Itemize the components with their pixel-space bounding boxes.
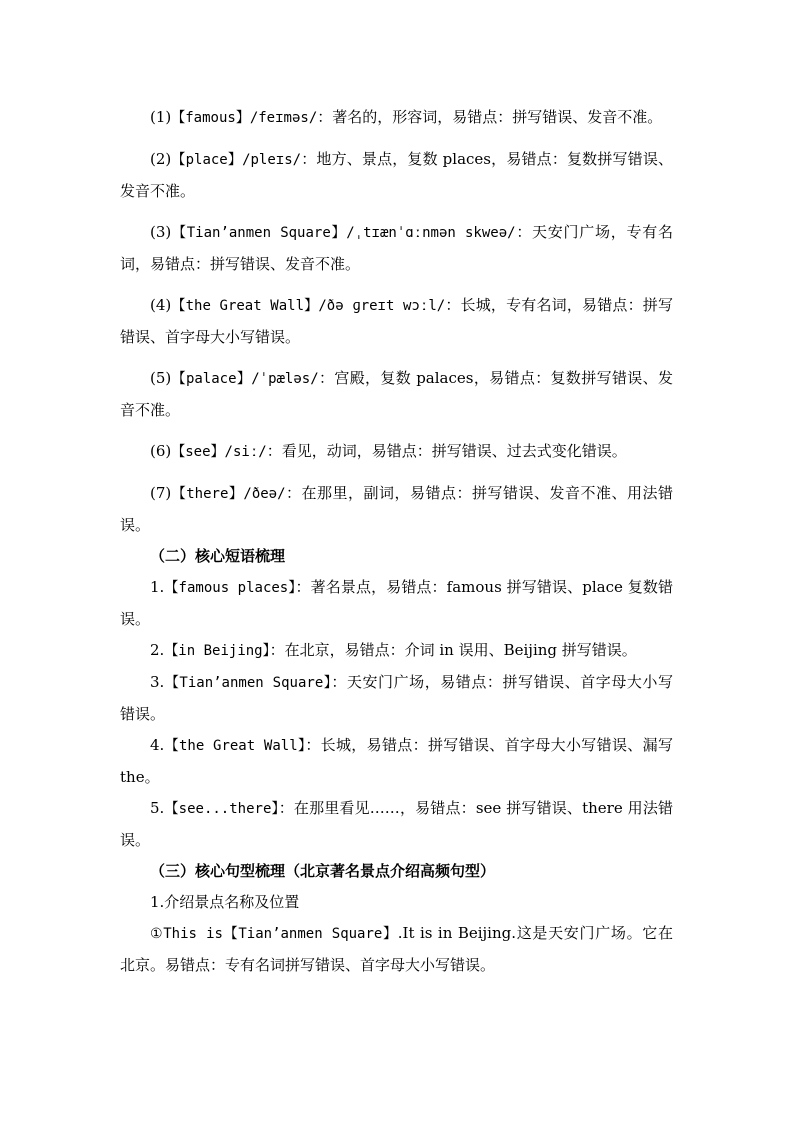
- sentence-example: [120, 918, 673, 981]
- phrase-item-4: [120, 730, 673, 793]
- item-number: 3.: [150, 673, 165, 691]
- item-number: 2.: [150, 641, 165, 659]
- item-number: 4.: [150, 736, 165, 754]
- item-number: (3): [150, 223, 172, 241]
- vocab-description: ：地方、景点，复数 places，易错点：复数拼写错误、发音不准。: [120, 150, 673, 200]
- vocab-item-5: [120, 363, 673, 426]
- phrase-description: ：长城，易错点：拼写错误、首字母大小写错误、漏写 the。: [120, 736, 673, 786]
- phrase-description: ：天安门广场，易错点：拼写错误、首字母大小写错误。: [120, 673, 673, 723]
- vocab-description: ：在那里，副词，易错点：拼写错误、发音不准、用法错误。: [120, 484, 673, 534]
- vocab-term: 【palace】: [171, 371, 252, 387]
- phonetic: /siː/: [224, 444, 267, 460]
- item-number: (7): [150, 484, 172, 502]
- vocab-term: 【the Great Wall】: [171, 298, 319, 314]
- phonetic: /feɪməs/: [249, 110, 318, 126]
- item-number: (5): [150, 369, 172, 387]
- section-heading-sentences: （三）核心句型梳理（北京著名景点介绍高频句型）: [150, 862, 496, 880]
- phrase-term: 【see...there】: [164, 801, 279, 817]
- item-number: (1): [150, 108, 172, 126]
- phonetic: /ˈpæləs/: [251, 371, 319, 387]
- item-number: 5.: [150, 799, 165, 817]
- item-number: (4): [150, 296, 172, 314]
- sentence-term: 【Tian’anmen Square】: [222, 926, 398, 942]
- phrase-item-1: [120, 572, 673, 635]
- vocab-term: 【Tian’anmen Square】: [171, 225, 347, 241]
- phrase-description: ：在北京，易错点：介词 in 误用、Beijing 拼写错误。: [269, 641, 637, 659]
- phrase-item-5: [120, 793, 673, 856]
- phrase-description: ：著名景点，易错点：famous 拼写错误、place 复数错误。: [120, 578, 674, 628]
- item-number: (6): [150, 442, 172, 460]
- vocab-description: ：著名的，形容词，易错点：拼写错误、发音不准。: [317, 108, 663, 126]
- item-number: 1.: [150, 578, 165, 596]
- vocab-term: 【famous】: [171, 110, 250, 126]
- phonetic: /ðə ɡreɪt wɔːl/: [318, 298, 446, 314]
- phonetic: /ðeə/: [243, 486, 286, 502]
- vocab-item-4: [120, 290, 673, 353]
- vocab-item-2: [120, 144, 673, 207]
- vocab-description: ：天安门广场，专有名词，易错点：拼写错误、发音不准。: [120, 223, 673, 273]
- phrase-term: 【famous places】: [164, 580, 296, 596]
- phonetic: /ˌtɪænˈɑːnmən skweə/: [346, 225, 516, 241]
- vocab-term: 【place】: [171, 152, 243, 168]
- vocab-item-7: [120, 478, 673, 541]
- vocab-description: ：长城，专有名词，易错点：拼写错误、首字母大小写错误。: [120, 296, 673, 346]
- sentence-rest: .It is in Beijing.这是天安门广场。它在北京。易错点：专有名词拼写错误、首字母大小写错误。: [120, 924, 673, 974]
- sentence-prefix: ①This is: [150, 926, 223, 942]
- phonetic: /pleɪs/: [242, 152, 302, 168]
- vocab-term: 【there】: [171, 486, 244, 502]
- sentence-subheading: 1.介绍景点名称及位置: [150, 893, 300, 911]
- vocab-description: ：看见，动词，易错点：拼写错误、过去式变化错误。: [266, 442, 627, 460]
- vocab-description: ：宫殿，复数 palaces，易错点：复数拼写错误、发音不准。: [120, 369, 673, 419]
- vocab-item-1: [120, 102, 673, 134]
- phrase-item-3: [120, 667, 673, 730]
- phrase-item-2: [120, 635, 673, 667]
- vocab-item-6: [120, 436, 673, 468]
- phrase-term: 【in Beijing】: [164, 643, 270, 659]
- vocab-item-3: [120, 217, 673, 280]
- phrase-term: 【the Great Wall】: [164, 738, 306, 754]
- phrase-description: ：在那里看见……，易错点：see 拼写错误、there 用法错误。: [120, 799, 673, 849]
- document-page: [120, 102, 673, 981]
- item-number: (2): [150, 150, 172, 168]
- phrase-term: 【Tian’anmen Square】: [164, 675, 332, 691]
- vocab-term: 【see】: [171, 444, 225, 460]
- section-heading-phrases: （二）核心短语梳理: [150, 547, 286, 565]
